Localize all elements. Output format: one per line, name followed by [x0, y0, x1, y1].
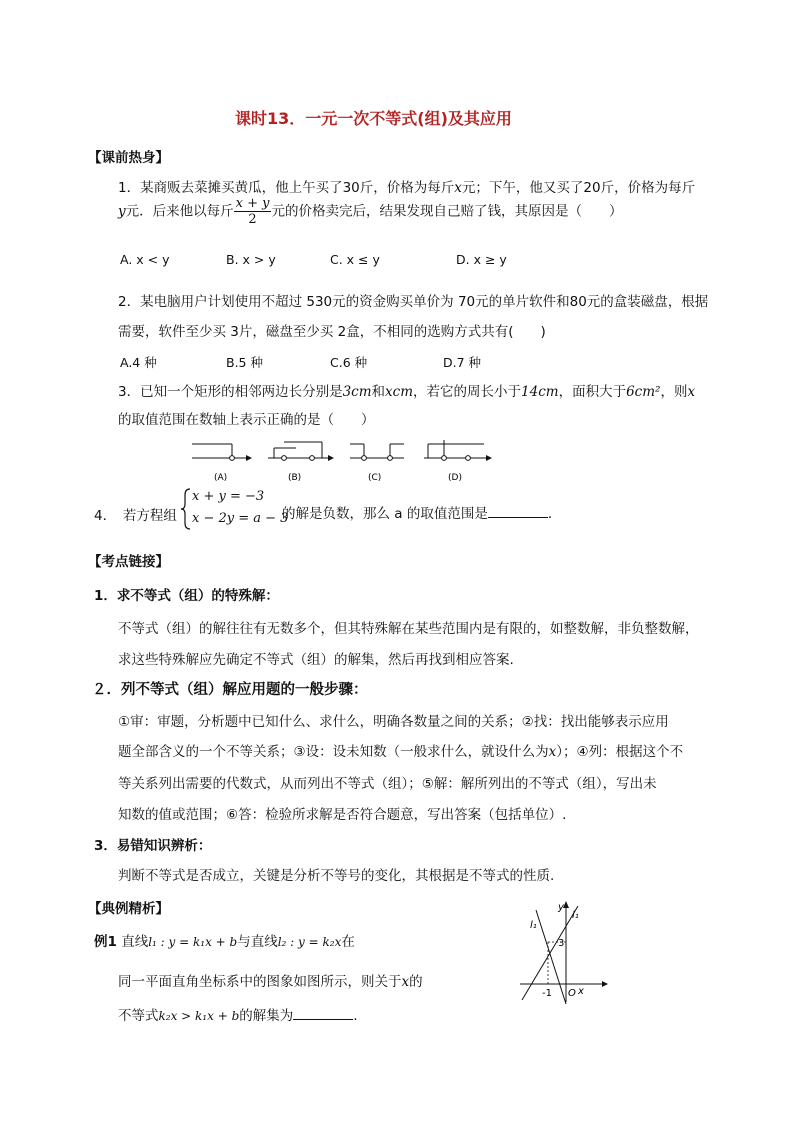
k2-line4: 知数的值或范围；⑥答：检验所求解是否符合题意，写出答案（包括单位）.	[118, 807, 567, 823]
number-line-label-d: (D)	[448, 473, 462, 483]
graph-line-l2-label: l₁	[572, 910, 579, 921]
q4-brace	[180, 487, 192, 531]
graph-y-axis-label: y	[558, 902, 564, 913]
q2-option-b: B.5 种	[226, 355, 263, 370]
q4-equation-2: x − 2y = a − 3	[192, 511, 289, 526]
q1-option-b: B. x > y	[226, 252, 276, 267]
section-examples-heading: 【典例精析】	[88, 901, 169, 917]
number-line-label-b: (B)	[288, 473, 302, 483]
page-title: 课时13．一元一次不等式(组)及其应用	[235, 109, 512, 128]
graph-x-axis-label: x	[578, 986, 584, 997]
k1-paragraph-line2: 求这些特殊解应先确定不等式（组）的解集，然后再找到相应答案.	[118, 652, 514, 668]
q4-answer-blank	[488, 505, 548, 518]
q2-line2: 需要，软件至少买 3片，磁盘至少买 2盒，不相同的选购方式共有( )	[118, 324, 546, 340]
number-line-label-c: (C)	[368, 473, 382, 483]
number-line-a	[192, 444, 252, 483]
graph-origin-label: O	[568, 988, 576, 999]
section-knowledge-heading: 【考点链接】	[88, 554, 169, 570]
ex1-line3: 不等式k₂x > k₁x + b的解集为 .	[118, 1008, 358, 1024]
q1-option-c: C. x ≤ y	[330, 252, 380, 267]
q1-option-a: A. x < y	[120, 252, 170, 267]
ex1-line1: 例1 直线l₁ : y = k₁x + b与直线l₂ : y = k₂x在	[94, 934, 355, 950]
k1-paragraph-line1: 不等式（组）的解往往有无数多个，但其特殊解在某些范围内是有限的，如整数解，非负整数解，	[118, 621, 699, 637]
q1-option-d: D. x ≥ y	[456, 252, 507, 267]
k2-line2: 题全部含义的一个不等关系；③设：设未知数（一般求什么，就设什么为x）；④列：根据这个不	[118, 744, 684, 760]
number-line-b	[268, 442, 334, 483]
q3-number-lines	[188, 436, 508, 486]
graph-line-l1-label: l₁	[530, 920, 537, 931]
q2-option-d: D.7 种	[443, 355, 482, 370]
ex1-answer-blank	[293, 1007, 353, 1020]
graph-x-tick-minus1: -1	[542, 988, 552, 999]
q2-option-a: A.4 种	[120, 355, 157, 370]
q1-fraction: $\frac{x + y}{2}$	[235, 196, 270, 227]
k3-paragraph: 判断不等式是否成立，关键是分析不等号的变化，其根据是不等式的性质.	[118, 868, 555, 884]
k2-line1: ①审：审题，分析题中已知什么、求什么，明确各数量之间的关系；②找：找出能够表示应用	[118, 714, 669, 730]
number-line-label-a: (A)	[214, 473, 228, 483]
q4-lead: 4． 若方程组	[94, 508, 177, 524]
q3-line1: 3．已知一个矩形的相邻两边长分别是3cm和xcm，若它的周长小于14cm，面积大于6cm²，则x	[118, 384, 696, 400]
q2-line1: 2．某电脑用户计划使用不超过 530元的资金购买单价为 70元的单片软件和80元的盒装磁盘，根据	[118, 294, 709, 310]
graph-y-tick-3: 3	[558, 938, 565, 949]
q4-tail: 的解是负数，那么 a 的取值范围是 ．	[282, 506, 562, 522]
k2-heading: ２．列不等式（组）解应用题的一般步骤：	[92, 682, 368, 698]
q3-line2: 的取值范围在数轴上表示正确的是（ ）	[118, 412, 375, 428]
section-warmup-heading: 【课前热身】	[88, 150, 169, 166]
k1-heading: 1．求不等式（组）的特殊解：	[94, 588, 279, 604]
k2-line3: 等关系列出需要的代数式，从而列出不等式（组）；⑤解：解所列出的不等式（组），写出未	[118, 776, 657, 792]
q2-option-c: C.6 种	[330, 355, 368, 370]
number-line-c	[350, 444, 404, 483]
q1-line2: y元．后来他以每斤 $\frac{x + y}{2}$ 元的价格卖完后，结果发现自己赔了钱，其原因是（ ）	[118, 196, 623, 227]
ex1-line2: 同一平面直角坐标系中的图象如图所示，则关于x的	[118, 974, 423, 990]
number-line-d	[424, 440, 492, 483]
ex1-coordinate-graph	[510, 898, 610, 1008]
k3-heading: 3．易错知识辨析：	[94, 838, 212, 854]
q1-line1: 1．某商贩去菜摊买黄瓜，他上午买了30斤，价格为每斤x元；下午，他又买了20斤，价格为每斤	[118, 180, 696, 196]
q4-equation-1: x + y = −3	[192, 489, 265, 504]
